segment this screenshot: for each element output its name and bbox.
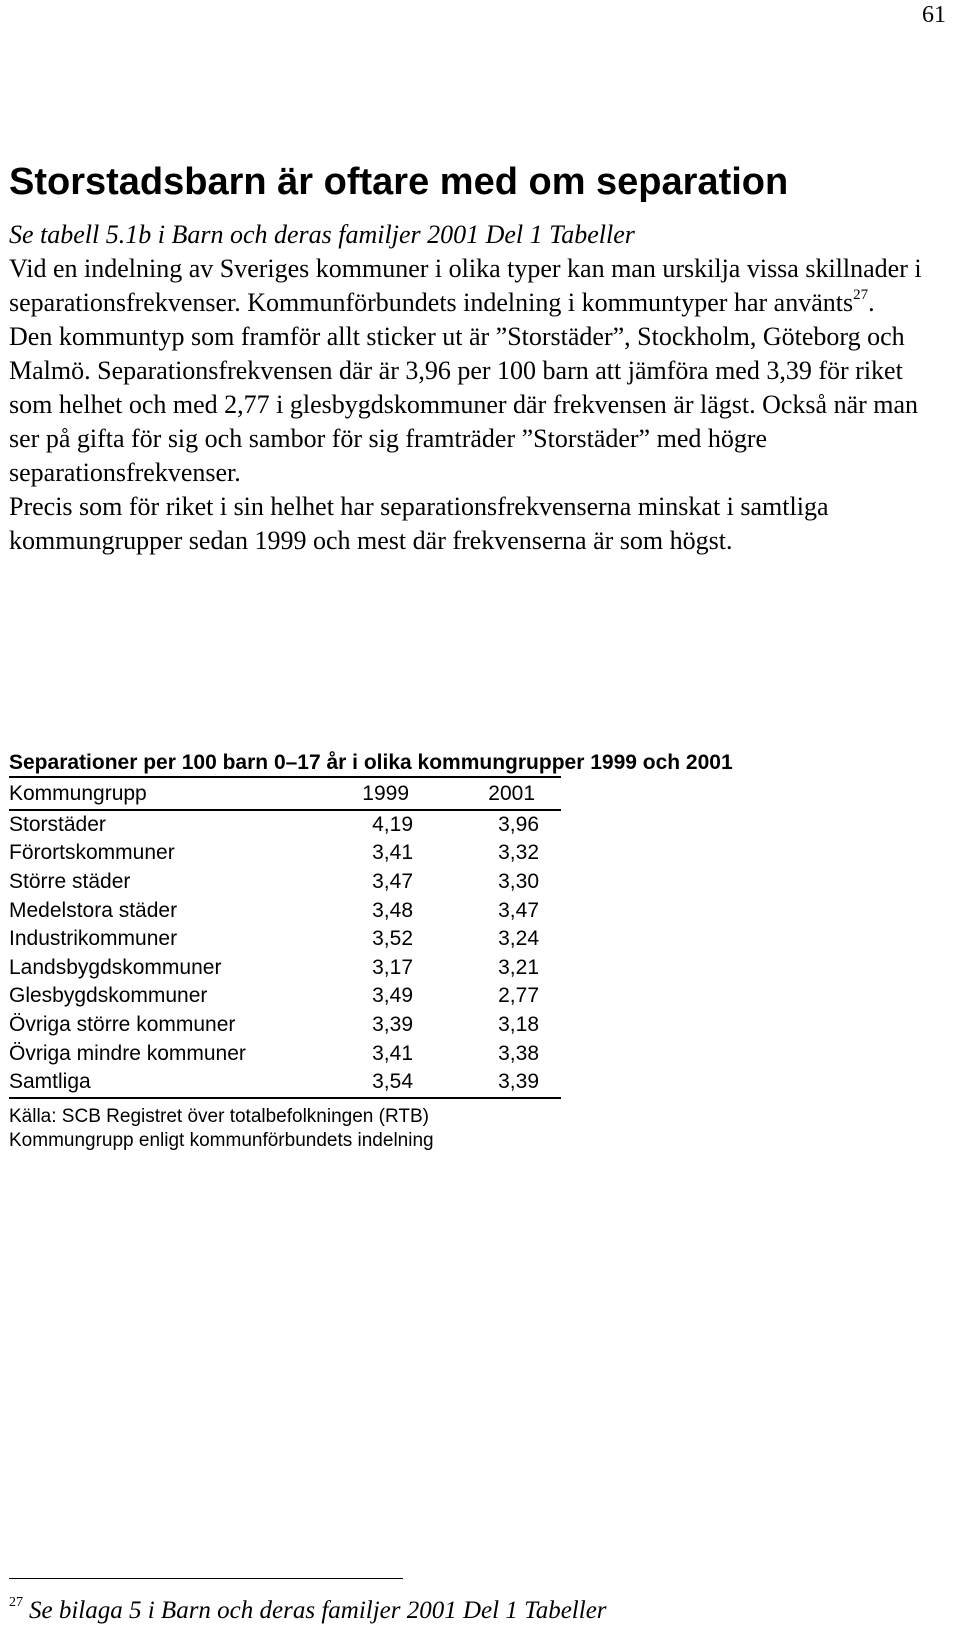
paragraph-1-text: Vid en indelning av Sveriges kommuner i olika typer kan man urskilja vissa skillnader i separationsfrekvenser. Kommunförbundets indelning i kommuntyper har använts bbox=[9, 254, 922, 317]
footnote bbox=[9, 1596, 607, 1630]
value-2001: 3,21 bbox=[498, 955, 539, 979]
table-row-total bbox=[9, 1068, 561, 1098]
header-kommungrupp: Kommungrupp bbox=[9, 778, 309, 810]
table-row bbox=[9, 925, 561, 954]
table-source: Källa: SCB Registret över totalbefolkningen (RTB) bbox=[9, 1105, 429, 1127]
row-label: Övriga större kommuner bbox=[9, 1013, 236, 1037]
value-2001: 3,38 bbox=[498, 1041, 539, 1065]
table-row bbox=[9, 868, 561, 897]
table-row bbox=[9, 810, 561, 840]
footnote-ref[interactable]: 27 bbox=[853, 287, 869, 304]
footnote-number: 27 bbox=[9, 1595, 23, 1610]
table-header-row bbox=[9, 778, 561, 810]
table-row bbox=[9, 1011, 561, 1040]
value-2001: 2,77 bbox=[498, 984, 539, 1008]
value-1999: 3,49 bbox=[372, 984, 413, 1008]
paragraph-3: Precis som för riket i sin helhet har separationsfrekvenserna minskat i samtliga kommungrupper sedan 1999 och mest där frekvenserna är som högst. bbox=[9, 492, 829, 555]
value-1999: 3,52 bbox=[372, 927, 413, 951]
table-caption: Separationer per 100 barn 0–17 år i olika kommungrupper 1999 och 2001 bbox=[9, 750, 561, 778]
value-1999: 3,41 bbox=[372, 1041, 413, 1065]
row-label: Storstäder bbox=[9, 812, 106, 836]
page-title: Storstadsbarn är oftare med om separation bbox=[9, 161, 789, 203]
table-notes bbox=[9, 1105, 561, 1153]
value-2001: 3,96 bbox=[498, 812, 539, 836]
value-1999: 3,48 bbox=[372, 898, 413, 922]
row-label: Glesbygdskommuner bbox=[9, 984, 208, 1008]
value-2001: 3,39 bbox=[435, 1068, 561, 1098]
table-reference: Se tabell 5.1b i Barn och deras familjer 2001 Del 1 Tabeller bbox=[9, 220, 635, 249]
row-label: Övriga mindre kommuner bbox=[9, 1041, 246, 1065]
value-1999: 3,54 bbox=[309, 1068, 435, 1098]
value-1999: 4,19 bbox=[372, 812, 413, 836]
table-note: Kommungrupp enligt kommunförbundets indelning bbox=[9, 1129, 434, 1151]
table-row bbox=[9, 982, 561, 1011]
value-2001: 3,30 bbox=[498, 870, 539, 894]
footnote-text: Se bilaga 5 i Barn och deras familjer 2001 Del 1 Tabeller bbox=[29, 1597, 607, 1624]
value-1999: 3,17 bbox=[372, 955, 413, 979]
row-label: Landsbygdskommuner bbox=[9, 955, 222, 979]
row-label: Medelstora städer bbox=[9, 898, 178, 922]
value-1999: 3,47 bbox=[372, 870, 413, 894]
table-row bbox=[9, 839, 561, 868]
table-row bbox=[9, 896, 561, 925]
footnote-divider bbox=[9, 1578, 403, 1579]
table-row bbox=[9, 954, 561, 983]
value-2001: 3,32 bbox=[498, 841, 539, 865]
separation-table bbox=[9, 778, 561, 1099]
value-2001: 3,47 bbox=[498, 898, 539, 922]
row-label: Samtliga bbox=[9, 1068, 309, 1098]
paragraph-1-end: . bbox=[868, 288, 875, 317]
row-label: Större städer bbox=[9, 870, 131, 894]
value-2001: 3,18 bbox=[498, 1013, 539, 1037]
page-number: 61 bbox=[922, 2, 946, 28]
value-1999: 3,39 bbox=[372, 1013, 413, 1037]
row-label: Industrikommuner bbox=[9, 927, 178, 951]
row-label: Förortskommuner bbox=[9, 841, 175, 865]
value-2001: 3,24 bbox=[498, 927, 539, 951]
value-1999: 3,41 bbox=[372, 841, 413, 865]
header-2001: 2001 bbox=[435, 778, 561, 810]
header-1999: 1999 bbox=[309, 778, 435, 810]
table-row bbox=[9, 1039, 561, 1068]
paragraph-2: Den kommuntyp som framför allt sticker ut är ”Storstäder”, Stockholm, Göteborg och Malmö. Separationsfrekvensen där är 3,96 per 100 barn att jämföra med 3,39 för riket som helhet och med 2,77 i glesbygdskommuner där frekvensen är lägst. Också när man ser på gifta för sig och sambor för sig framträder ”Storstäder” med högre separationsfrekvenser. bbox=[9, 322, 919, 487]
body-text bbox=[9, 218, 944, 558]
separation-table-block bbox=[9, 750, 733, 1153]
paragraph-1 bbox=[9, 252, 944, 320]
